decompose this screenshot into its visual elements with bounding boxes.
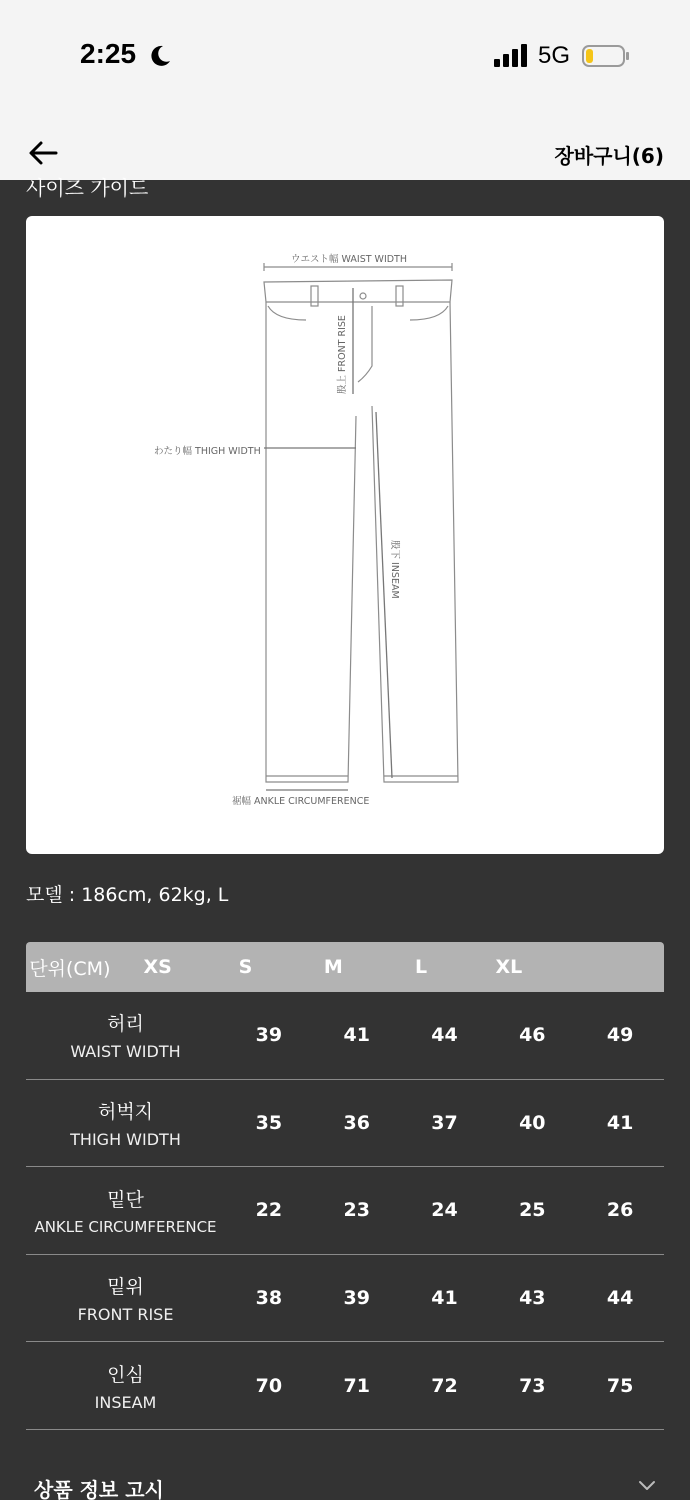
size-header: XL — [495, 956, 523, 978]
table-header — [26, 942, 664, 992]
table-cell: 41 — [343, 1024, 370, 1047]
table-row — [26, 992, 664, 1080]
table-cell: 49 — [606, 1024, 634, 1047]
table-row — [26, 1342, 664, 1430]
row-label-en: WAIST WIDTH — [70, 1042, 181, 1062]
battery-icon — [582, 44, 630, 68]
status-time: 2:25 — [80, 38, 137, 69]
table-cell: 26 — [606, 1199, 634, 1222]
table-row — [26, 1255, 664, 1343]
back-arrow-icon[interactable] — [28, 140, 58, 166]
product-info-notice[interactable] — [0, 1460, 690, 1500]
table-row — [26, 1080, 664, 1168]
size-header: S — [238, 956, 253, 978]
table-cell: 41 — [606, 1111, 634, 1134]
row-label — [26, 1009, 225, 1061]
row-label-en: THIGH WIDTH — [70, 1129, 181, 1149]
row-label — [26, 1097, 225, 1149]
status-bar — [0, 0, 690, 110]
waist-label: ウエスト幅 WAIST WIDTH — [291, 254, 408, 265]
size-table — [26, 942, 664, 1430]
table-cell: 40 — [519, 1111, 546, 1134]
table-cell: 73 — [519, 1374, 546, 1397]
table-cell: 41 — [431, 1287, 458, 1310]
signal-icon — [494, 44, 530, 68]
front-rise-label: 股上 FRONT RISE — [337, 315, 348, 394]
table-cell: 23 — [343, 1199, 370, 1222]
table-cell: 72 — [431, 1374, 458, 1397]
table-cell: 75 — [606, 1374, 634, 1397]
thigh-label: わたり幅 THIGH WIDTH — [154, 446, 261, 457]
moon-icon — [148, 44, 172, 68]
row-label-en: ANKLE CIRCUMFERENCE — [34, 1217, 217, 1236]
size-header: L — [415, 956, 428, 978]
size-header: XS — [143, 956, 172, 978]
size-header: M — [323, 956, 343, 978]
row-label — [26, 1272, 225, 1324]
row-label — [26, 1185, 225, 1236]
table-cell: 71 — [343, 1374, 370, 1397]
chevron-down-icon[interactable] — [638, 1480, 656, 1492]
row-label-en: INSEAM — [94, 1392, 157, 1412]
row-label-ko: 허리 — [107, 1013, 144, 1036]
network-label: 5G — [538, 42, 571, 69]
row-label-ko: 허벅지 — [97, 1100, 154, 1123]
section-title: 사이즈 가이드 — [26, 176, 149, 200]
table-cell: 44 — [606, 1287, 634, 1310]
table-row — [26, 1167, 664, 1255]
table-cell: 36 — [343, 1111, 370, 1134]
row-label — [26, 1360, 225, 1412]
table-cell: 38 — [255, 1287, 283, 1310]
table-cell: 35 — [255, 1111, 283, 1134]
table-cell: 25 — [519, 1199, 546, 1222]
model-info: 모델 : 186cm, 62kg, L — [26, 884, 229, 906]
table-cell: 44 — [431, 1024, 458, 1047]
pants-illustration — [26, 216, 664, 854]
row-label-ko: 밑위 — [107, 1276, 144, 1299]
table-cell: 37 — [431, 1111, 458, 1134]
table-cell: 70 — [255, 1374, 283, 1397]
inseam-label: 股下 INSEAM — [389, 540, 400, 599]
table-cell: 39 — [343, 1287, 370, 1310]
app-header — [0, 110, 690, 180]
unit-header: 단위(CM) — [29, 957, 111, 980]
cart-link[interactable]: 장바구니(6) — [554, 144, 664, 168]
table-cell: 22 — [255, 1199, 283, 1222]
size-diagram — [26, 216, 664, 854]
table-cell: 39 — [255, 1024, 283, 1047]
row-label-en: FRONT RISE — [77, 1305, 174, 1325]
notice-label: 상품 정보 고시 — [34, 1478, 164, 1500]
table-cell: 43 — [519, 1287, 546, 1310]
table-cell: 24 — [431, 1199, 458, 1222]
row-label-ko: 인심 — [107, 1363, 144, 1386]
row-label-ko: 밑단 — [107, 1188, 144, 1211]
ankle-label: 裾幅 ANKLE CIRCUMFERENCE — [232, 796, 370, 807]
table-cell: 46 — [519, 1024, 546, 1047]
